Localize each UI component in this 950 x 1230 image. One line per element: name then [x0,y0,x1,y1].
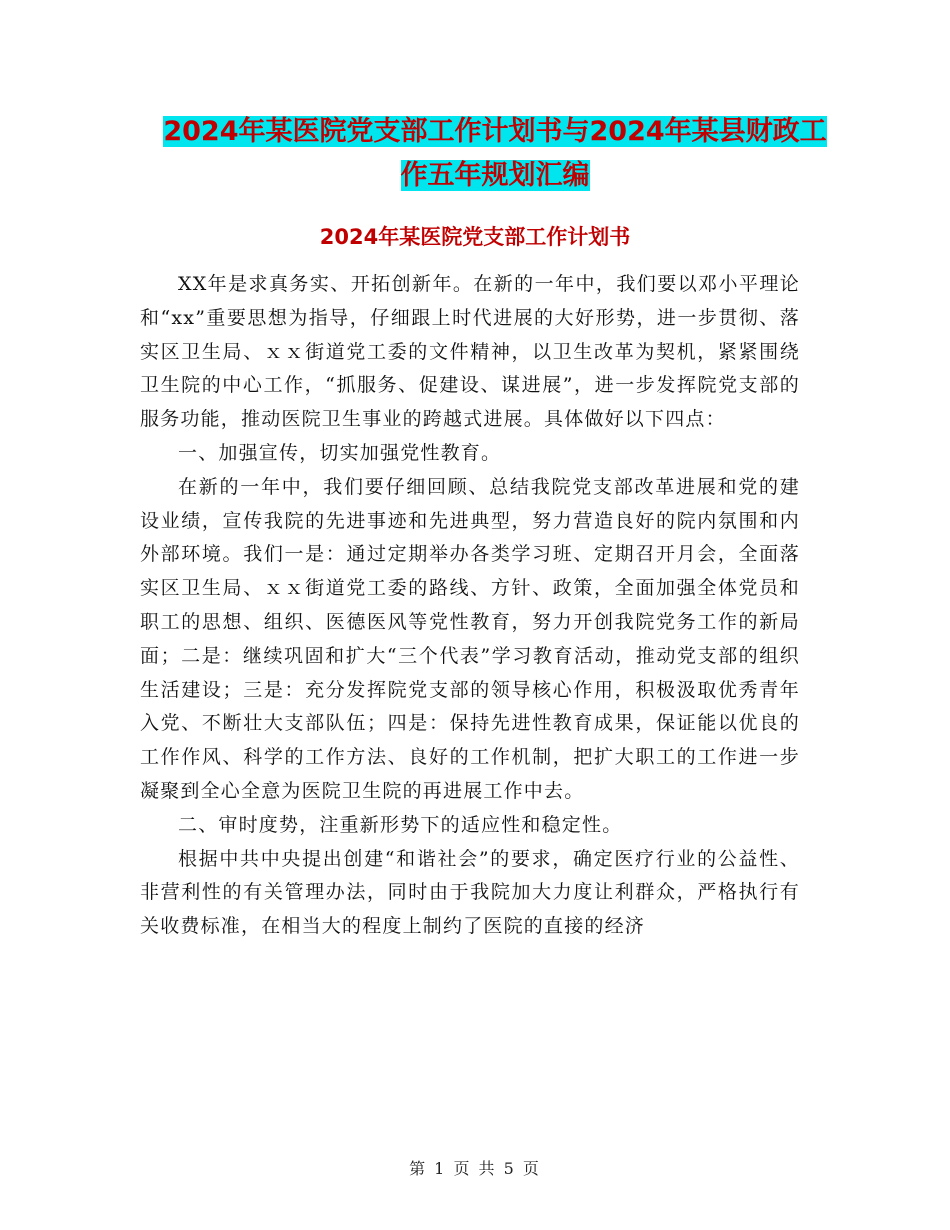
heading-2: 二、审时度势，注重新形势下的适应性和稳定性。 [178,813,623,836]
document-title-line-2: 作五年规划汇编 [400,160,590,191]
heading-1: 一、加强宣传，切实加强党性教育。 [178,441,502,464]
body-text [140,268,800,944]
document-title-line-1: 2024年某医院党支部工作计划书与2024年某县财政工 [163,116,827,147]
section-title: 2024年某医院党支部工作计划书 [319,225,631,249]
document-title [140,110,850,198]
page-footer: 第 1 页 共 5 页 [409,1159,541,1178]
paragraph-1: 在新的一年中，我们要仔细回顾、总结我院党支部改革进展和党的建设业绩，宣传我院的先进事迹和先进典型，努力营造良好的院内氛围和内外部环境。我们一是：通过定期举办各类学习班、定期召开月会，全面落实区卫生局、ｘｘ街道党工委的路线、方针、政策，全面加强全体党员和职工的思想、组织、医德医风等党性教育，努力开创我院党务工作的新局面；二是：继续巩固和扩大“三个代表”学习教育活动，推动党支部的组织生活建设；三是：充分发挥院党支部的领导核心作用，积极汲取优秀青年入党、不断壮大支部队伍；四是：保持先进性教育成果，保证能以优良的工作作风、科学的工作方法、良好的工作机制，把扩大职工的工作进一步凝聚到全心全意为医院卫生院的再进展工作中去。 [140,475,800,802]
paragraph-intro: XX年是求真务实、开拓创新年。在新的一年中，我们要以邓小平理论和“xx”重要思想为指导，仔细跟上时代进展的大好形势，进一步贯彻、落实区卫生局、ｘｘ街道党工委的文件精神，以卫生改革为契机，紧紧围绕卫生院的中心工作，“抓服务、促建设、谋进展”，进一步发挥院党支部的服务功能，推动医院卫生事业的跨越式进展。具体做好以下四点： [140,273,800,431]
paragraph-2: 根据中共中央提出创建“和谐社会”的要求，确定医疗行业的公益性、非营利性的有关管理办法，同时由于我院加大力度让利群众，严格执行有关收费标准，在相当大的程度上制约了医院的直接的经济 [140,847,800,938]
